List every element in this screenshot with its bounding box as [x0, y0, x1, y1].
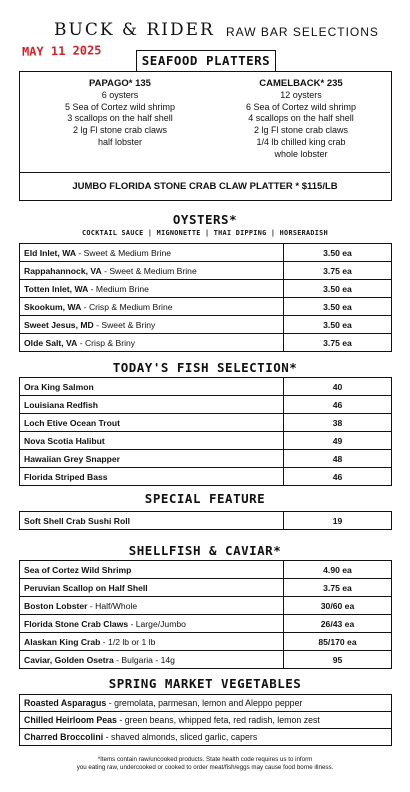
- table-row: [20, 579, 392, 597]
- platter-line: 3 scallops on the half shell: [67, 113, 173, 124]
- seafood-platters-title: SEAFOOD PLATTERS: [136, 50, 276, 72]
- platter-line: 1/4 lb chilled king crab: [256, 136, 346, 147]
- item-price: 26/43 ea: [284, 615, 392, 633]
- item-price: 95: [284, 651, 392, 669]
- table-row: [20, 298, 392, 316]
- item-cell: [20, 712, 392, 729]
- item-price: 85/170 ea: [284, 633, 392, 651]
- table-row: [20, 561, 392, 579]
- table-row: [20, 450, 392, 468]
- table-row: [20, 512, 392, 530]
- item-cell: [20, 450, 284, 468]
- disclaimer-line: *Items contain raw/uncooked products. State health code requires us to inform: [97, 756, 313, 763]
- item-name: Eld Inlet, WA: [24, 247, 77, 258]
- item-name: Ora King Salmon: [24, 381, 94, 392]
- table-row: [20, 280, 392, 298]
- item-cell: [20, 633, 284, 651]
- jumbo-stone-crab-platter: JUMBO FLORIDA STONE CRAB CLAW PLATTER * $115/LB: [20, 172, 390, 201]
- platter-line: half lobster: [97, 136, 143, 147]
- item-name: Roasted Asparagus: [24, 698, 107, 708]
- item-desc: - Half/Whole: [87, 600, 138, 611]
- menu-date: MAY 11 2025: [21, 43, 102, 59]
- item-name: Louisiana Redfish: [24, 399, 99, 410]
- item-cell: [20, 298, 284, 316]
- item-cell: [20, 695, 392, 712]
- item-desc: - Sweet & Briny: [93, 319, 156, 330]
- item-name: Sea of Cortez Wild Shrimp: [24, 564, 132, 575]
- table-row: [20, 334, 392, 352]
- item-name: Soft Shell Crab Sushi Roll: [24, 515, 130, 526]
- table-row: [20, 244, 392, 262]
- item-cell: [20, 244, 284, 262]
- item-price: 3.50 ea: [284, 244, 392, 262]
- item-desc: - green beans, whipped feta, red radish, lemon zest: [116, 715, 320, 725]
- item-desc: - Sweet & Medium Brine: [101, 265, 197, 276]
- item-name: Charred Broccolini: [24, 732, 104, 742]
- item-cell: [20, 262, 284, 280]
- item-cell: [20, 396, 284, 414]
- platter-line: 5 Sea of Cortez wild shrimp: [64, 101, 176, 112]
- table-row: [20, 633, 392, 651]
- item-price: 46: [284, 396, 392, 414]
- item-price: 19: [284, 512, 392, 530]
- item-name: Rappahannock, VA: [24, 265, 102, 276]
- item-name: Olde Salt, VA: [24, 337, 78, 348]
- item-cell: [20, 512, 284, 530]
- item-price: 3.50 ea: [284, 298, 392, 316]
- item-cell: [20, 378, 284, 396]
- item-name: Peruvian Scallop on Half Shell: [24, 582, 148, 593]
- platter-line: 6 Sea of Cortez wild shrimp: [245, 101, 357, 112]
- platter-camelback: [216, 78, 386, 161]
- platter-name: CAMELBACK* 235: [259, 78, 343, 89]
- item-cell: [20, 414, 284, 432]
- table-row: [20, 316, 392, 334]
- item-price: 30/60 ea: [284, 597, 392, 615]
- item-price: 4.90 ea: [284, 561, 392, 579]
- item-cell: [20, 432, 284, 450]
- item-price: 3.75 ea: [284, 579, 392, 597]
- table-row: [20, 712, 392, 729]
- item-price: 49: [284, 432, 392, 450]
- item-name: Totten Inlet, WA: [24, 283, 89, 294]
- item-desc: - 1/2 lb or 1 lb: [100, 636, 156, 647]
- fish-table: [19, 377, 392, 486]
- platter-line: 12 oysters: [280, 89, 322, 100]
- item-desc: - gremolata, parmesan, lemon and Aleppo pepper: [106, 698, 303, 708]
- health-disclaimer: [0, 756, 410, 771]
- item-price: 38: [284, 414, 392, 432]
- item-name: Skookum, WA: [24, 301, 82, 312]
- item-cell: [20, 316, 284, 334]
- table-row: [20, 651, 392, 669]
- item-cell: [20, 280, 284, 298]
- item-cell: [20, 597, 284, 615]
- item-cell: [20, 615, 284, 633]
- fish-title: TODAY'S FISH SELECTION*: [112, 360, 298, 375]
- item-name: Alaskan King Crab: [24, 636, 101, 647]
- item-desc: - Bulgaria - 14g: [113, 654, 175, 665]
- table-row: [20, 468, 392, 486]
- table-row: [20, 378, 392, 396]
- item-name: Caviar, Golden Osetra: [24, 654, 114, 665]
- item-desc: - Crisp & Medium Brine: [81, 301, 173, 312]
- platter-name: PAPAGO* 135: [89, 78, 151, 89]
- table-row: [20, 597, 392, 615]
- item-cell: [20, 579, 284, 597]
- item-cell: [20, 468, 284, 486]
- special-table: [19, 511, 392, 530]
- item-name: Sweet Jesus, MD: [24, 319, 94, 330]
- item-price: 40: [284, 378, 392, 396]
- table-row: [20, 729, 392, 746]
- shellfish-table: [19, 560, 392, 669]
- disclaimer-line: you eating raw, undercooked or cooked to order meat/fish/eggs may cause food borne illness.: [76, 763, 334, 771]
- platter-line: 6 oysters: [101, 89, 139, 100]
- item-desc: - Medium Brine: [88, 283, 149, 294]
- item-cell: [20, 651, 284, 669]
- oysters-table: [19, 243, 392, 352]
- item-price: 3.75 ea: [284, 262, 392, 280]
- shellfish-title: SHELLFISH & CAVIAR*: [128, 543, 282, 558]
- item-price: 46: [284, 468, 392, 486]
- item-name: Florida Striped Bass: [24, 471, 108, 482]
- item-desc: - shaved almonds, sliced garlic, capers: [103, 732, 258, 742]
- item-desc: - Crisp & Briny: [77, 337, 136, 348]
- table-row: [20, 262, 392, 280]
- item-price: 3.50 ea: [284, 280, 392, 298]
- item-price: 3.50 ea: [284, 316, 392, 334]
- platter-line: 2 lg Fl stone crab claws: [72, 125, 168, 136]
- item-cell: [20, 334, 284, 352]
- platter-line: 4 scallops on the half shell: [248, 113, 354, 124]
- vegetables-title: SPRING MARKET VEGETABLES: [108, 676, 302, 691]
- menu-subtitle: RAW BAR SELECTIONS: [226, 25, 379, 39]
- item-cell: [20, 729, 392, 746]
- special-title: SPECIAL FEATURE: [144, 491, 266, 506]
- platter-line: 2 lg Fl stone crab claws: [253, 125, 349, 136]
- item-price: 48: [284, 450, 392, 468]
- item-name: Loch Etive Ocean Trout: [24, 417, 120, 428]
- brand-logo: BUCK & RIDER: [54, 20, 215, 40]
- item-desc: - Large/Jumbo: [128, 618, 186, 629]
- table-row: [20, 615, 392, 633]
- oysters-title: OYSTERS*: [172, 212, 238, 227]
- item-name: Nova Scotia Halibut: [24, 435, 105, 446]
- item-price: 3.75 ea: [284, 334, 392, 352]
- seafood-platters-box: [19, 71, 392, 201]
- item-desc: - Sweet & Medium Brine: [76, 247, 172, 258]
- platter-line: whole lobster: [274, 148, 328, 159]
- item-name: Boston Lobster: [24, 600, 88, 611]
- item-cell: [20, 561, 284, 579]
- table-row: [20, 396, 392, 414]
- table-row: [20, 695, 392, 712]
- item-name: Florida Stone Crab Claws: [24, 618, 129, 629]
- oyster-accompaniments: COCKTAIL SAUCE | MIGNONETTE | THAI DIPPING | HORSERADISH: [82, 229, 328, 237]
- table-row: [20, 414, 392, 432]
- item-name: Chilled Heirloom Peas: [24, 715, 117, 725]
- platter-papago: [40, 78, 200, 149]
- vegetables-table: [19, 694, 392, 746]
- table-row: [20, 432, 392, 450]
- item-name: Hawaiian Grey Snapper: [24, 453, 120, 464]
